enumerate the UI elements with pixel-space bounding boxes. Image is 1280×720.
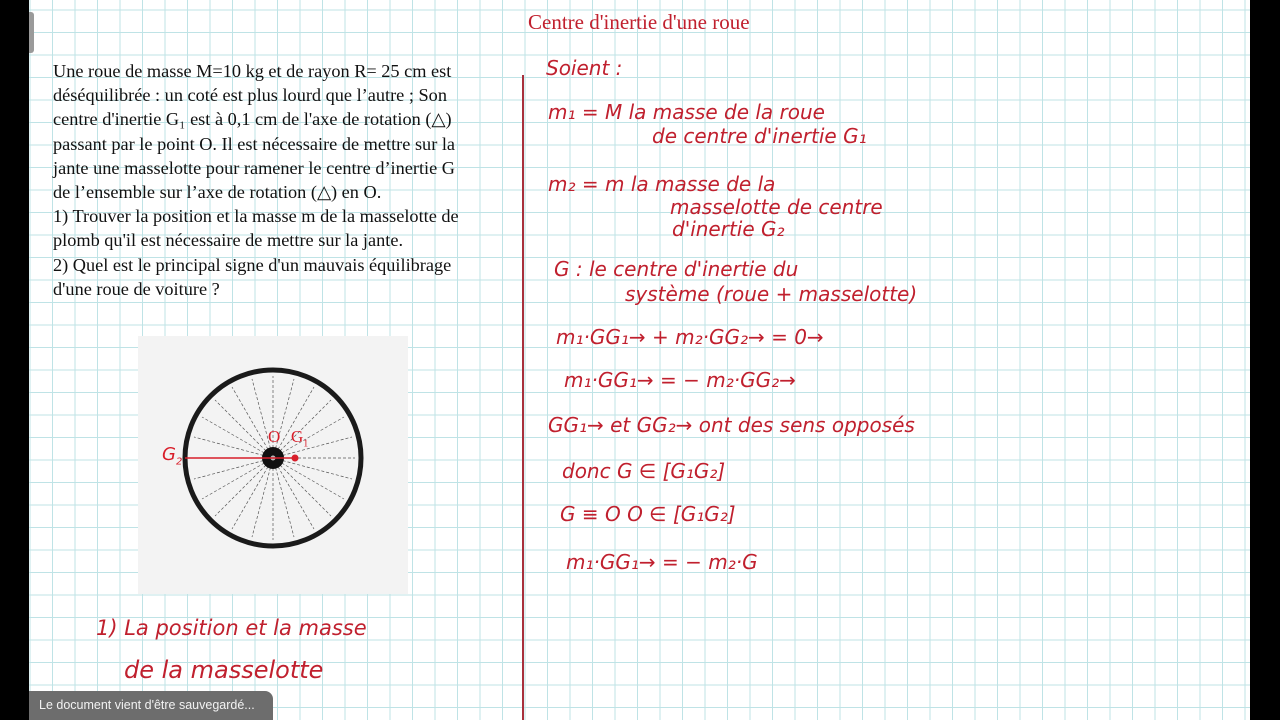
handwritten-note: m₁ = M la masse de la roue <box>548 100 825 124</box>
handwritten-equation: m₁·GG₁→ = − m₂·GG₂→ <box>564 368 796 392</box>
handwritten-note: G : le centre d'inertie du <box>554 257 799 281</box>
problem-line: passant par le point O. Il est nécessaire de mettre sur la <box>53 133 456 154</box>
label-g2: $G_2$ <box>162 444 183 468</box>
label-g1: $G_1$ <box>291 427 309 450</box>
handwritten-note: d'inertie G₂ <box>672 217 785 241</box>
handwritten-note: système (roue + masselotte) <box>625 282 918 306</box>
handwritten-note: masselotte de centre <box>670 195 883 219</box>
handwritten-equation: G ≡ O O ∈ [G₁G₂] <box>560 502 736 526</box>
problem-line: d'une roue de voiture ? <box>53 278 220 299</box>
handwritten-note: 1) La position et la masse <box>96 616 367 640</box>
problem-line: Une roue de masse M=10 kg et de rayon R= 25 cm est <box>53 61 452 81</box>
handwritten-note: GG₁→ et GG₂→ ont des sens opposés <box>548 413 915 437</box>
handwritten-equation: donc G ∈ [G₁G₂] <box>562 459 726 483</box>
problem-statement <box>53 59 513 301</box>
label-o: O <box>268 427 281 446</box>
document-title: Centre d'inertie d'une roue <box>528 10 750 34</box>
handwritten-equation: m₁·GG₁→ = − m₂·G <box>566 550 758 574</box>
problem-line: plomb qu'il est nécessaire de mettre sur la jante. <box>53 230 404 251</box>
problem-line: 1) Trouver la position et la masse m de la masselotte de <box>53 206 459 227</box>
problem-line: centre d'inertie G₁ est à 0,1 cm de l'axe de rotation (△) <box>53 109 452 130</box>
problem-line: 2) Quel est le principal signe d'un mauvais équilibrage <box>53 254 452 275</box>
handwritten-note: Soient : <box>546 56 623 80</box>
problem-line: jante une masselotte pour ramener le centre d’inertie G <box>53 157 456 178</box>
sidebar-handle[interactable] <box>29 12 34 53</box>
handwritten-equation: m₁·GG₁→ + m₂·GG₂→ = 0→ <box>556 325 824 349</box>
problem-line: déséquilibrée : un coté est plus lourd que l’autre ; Son <box>53 85 447 106</box>
handwritten-note: de centre d'inertie G₁ <box>652 124 867 148</box>
handwritten-note: m₂ = m la masse de la <box>548 172 776 196</box>
wheel-figure <box>138 336 408 594</box>
problem-line: de l’ensemble sur l’axe de rotation (△) en O. <box>53 182 382 203</box>
handwritten-note: de la masselotte <box>124 656 324 684</box>
save-notification-toast: Le document vient d'être sauvegardé... <box>29 691 273 720</box>
margin-divider-line <box>522 75 524 720</box>
